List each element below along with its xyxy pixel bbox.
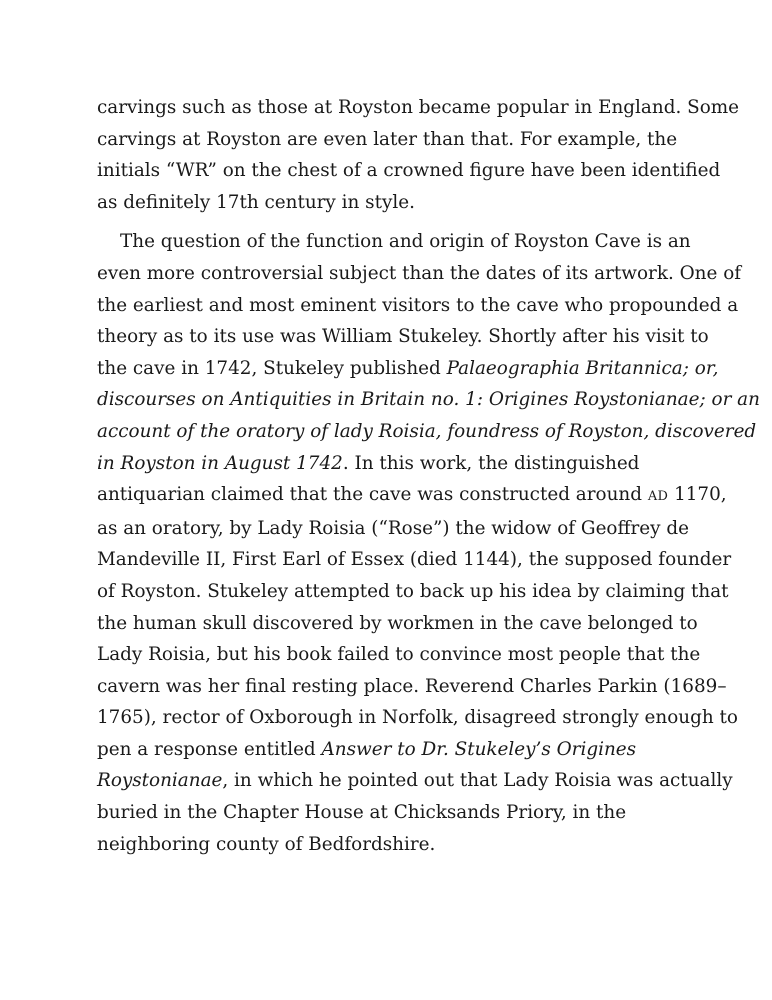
text-run: the earliest and most eminent visitors to the cave who propounded a [97,294,739,316]
text-run: pen a response entitled [97,738,322,760]
text-run: theory as to its use was William Stukeley. Shortly after his visit to [97,326,709,348]
text-run: the cave in 1742, Stukeley published [97,357,447,379]
text-line [97,124,697,156]
text-line [97,671,727,703]
text-line [97,321,709,353]
text-run: as definitely 17th century in style. [97,191,415,213]
text-line [97,513,697,545]
text-run: carvings such as those at Royston became popular in England. Some [97,97,740,118]
text-line [97,608,697,640]
text-line [97,829,697,861]
text-run: cavern was her final resting place. Reverend Charles Parkin (1689– [97,675,727,697]
text-line [97,353,719,385]
text-line [97,384,760,416]
text-line [97,797,697,829]
text-run: Mandeville II, First Earl of Essex (died 1144), the supposed founder [97,549,732,571]
text-line [97,765,733,797]
text-run: , in which he pointed out that Lady Roisia was actually [222,770,733,792]
text-run: the human skull discovered by workmen in the cave belonged to [97,612,698,634]
text-line [97,226,697,258]
text-run: buried in the Chapter House at Chicksands Priory, in the [97,802,627,824]
document-page [97,92,760,860]
text-run: antiquarian claimed that the cave was constructed around [97,484,648,506]
text-run: The question of the function and origin of Royston Cave is an [120,231,691,253]
text-line [97,639,701,671]
text-line [97,187,697,219]
text-line [97,448,697,480]
text-line [97,544,732,576]
italic-title: Roystonianae [97,770,223,792]
text-run: neighboring county of Bedfordshire. [97,833,436,855]
text-line [97,92,740,124]
text-run: as an oratory, by Lady Roisia (“Rose”) the widow of Geoffrey de [97,517,689,539]
italic-title: discourses on Antiquities in Britain no. 1: Origines Roystonianae; or an [97,389,760,411]
text-run: even more controversial subject than the dates of its artwork. One of [97,262,742,284]
text-line [97,734,697,766]
text-run: Lady Roisia, but his book failed to convince most people that the [97,644,701,666]
text-run: 1170, [668,484,727,506]
italic-title: Answer to Dr. Stukeley’s Origines [321,738,637,760]
text-run: 1765), rector of Oxborough in Norfolk, disagreed strongly enough to [97,707,738,729]
text-run: carvings at Royston are even later than that. For example, the [97,128,678,150]
italic-title: in Royston in August 1742 [97,452,343,474]
text-line [97,702,738,734]
text-run: . In this work, the distinguished [342,452,640,474]
text-line [97,479,727,513]
text-run: of Royston. Stukeley attempted to back up his idea by claiming that [97,580,729,602]
paragraph [97,92,740,218]
small-caps-era: AD [647,489,669,505]
text-line [97,576,729,608]
italic-title: account of the oratory of lady Roisia, foundress of Royston, discovered [97,420,757,442]
text-line [97,258,742,290]
text-line [97,416,757,448]
text-line [97,155,721,187]
text-run: initials “WR” on the chest of a crowned figure have been identified [97,160,721,182]
paragraph [97,226,760,860]
text-line [97,290,739,322]
italic-title: Palaeographia Britannica; or, [446,357,719,379]
